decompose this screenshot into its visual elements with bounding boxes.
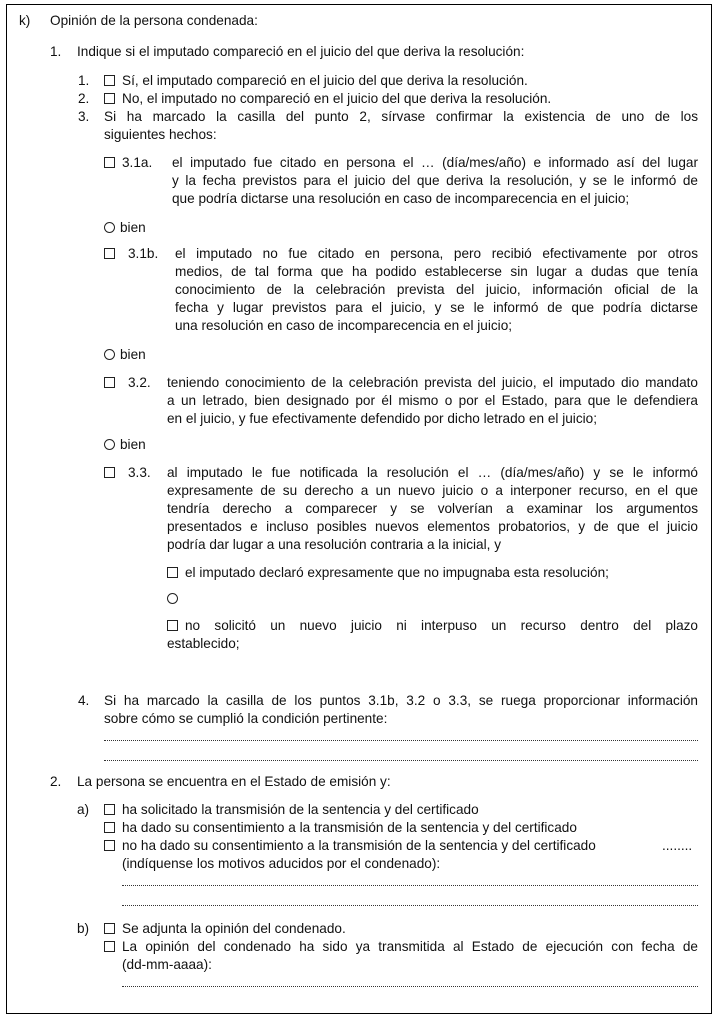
section-letter: k) xyxy=(19,13,31,28)
fact-3-1a-line2: y la fecha previstos para el juicio del que deriva la resolución, y se le informó de xyxy=(172,173,698,188)
q1-option1-number: 1. xyxy=(78,73,90,88)
checkbox[interactable] xyxy=(104,157,115,168)
q2-text: La persona se encuentra en el Estado de emisión y: xyxy=(77,774,391,789)
fact-3-2-label: 3.2. xyxy=(128,375,151,390)
fact-3-3-line1: al imputado le fue notificada la resolución el … (día/mes/año) y se le informó xyxy=(167,465,698,480)
q1-option2[interactable] xyxy=(104,90,551,107)
circle-icon xyxy=(104,222,115,233)
fact-3-3-line2: expresamente de su derecho a un nuevo juicio o a interponer recurso, en el que xyxy=(167,483,698,498)
checkbox[interactable] xyxy=(104,923,115,934)
q2-a-label: a) xyxy=(77,802,90,817)
fact-3-2-line3: en el juicio, y fue efectivamente defendido por dicho letrado en el juicio; xyxy=(167,411,597,426)
section-title: Opinión de la persona condenada: xyxy=(50,13,258,28)
q1-option3-number: 3. xyxy=(78,109,90,124)
q2-b-option2-line2: (dd-mm-aaaa): xyxy=(122,957,212,972)
fact-3-3-sub2[interactable] xyxy=(167,617,698,634)
q1-option4-line1: Si ha marcado la casilla de los puntos 3.1b, 3.2 o 3.3, se ruega proporcionar información xyxy=(104,693,698,708)
q1-option1[interactable] xyxy=(104,72,528,89)
or-bien-3: bien xyxy=(104,436,146,453)
fact-3-3-line3: tendría derecho a comparecer y se volverían a examinar los argumentos xyxy=(167,501,698,516)
fact-3-2-line1: teniendo conocimiento de la celebración prevista del juicio, el imputado dio mandato xyxy=(167,375,698,390)
checkbox[interactable] xyxy=(104,93,115,104)
fact-3-1a-line1: el imputado fue citado en persona el … (día/mes/año) e informado así del lugar xyxy=(172,155,698,170)
q2-b-option1[interactable]: Se adjunta la opinión del condenado. xyxy=(104,920,346,937)
fact-3-3-line4: presentados e incluso posibles nuevos elementos probatorios, y de que el juicio xyxy=(167,519,698,534)
checkbox[interactable] xyxy=(104,822,115,833)
answer-line-2[interactable] xyxy=(104,760,698,761)
fact-3-3-sub1[interactable] xyxy=(167,564,609,581)
circle-icon xyxy=(167,593,178,604)
fact-3-3-line5: podría dar lugar a una resolución contraria a la inicial, y xyxy=(167,537,501,552)
fact-3-1a-line3: que podría dictarse una resolución en caso de incomparecencia en el juicio; xyxy=(172,191,630,206)
date-line[interactable] xyxy=(122,986,698,987)
q2-number: 2. xyxy=(50,774,62,789)
q1-option1-label: Sí, el imputado compareció en el juicio del que deriva la resolución. xyxy=(122,73,528,88)
q1-number: 1. xyxy=(50,44,62,59)
checkbox[interactable] xyxy=(104,248,115,259)
checkbox[interactable] xyxy=(104,467,115,478)
reasons-line-1[interactable] xyxy=(122,885,698,886)
fact-3-3-sub2-label: no solicitó un nuevo juicio ni interpuso un recurso dentro del plazo xyxy=(185,618,698,633)
or-bien-2: bien xyxy=(104,346,146,363)
q2-a-option3[interactable]: no ha dado su consentimiento a la transmisión de la sentencia y del certificado xyxy=(104,837,596,854)
fact-3-1a-label: 3.1a. xyxy=(122,155,153,170)
fact-3-2-checkbox-row[interactable] xyxy=(104,374,151,391)
checkbox[interactable] xyxy=(104,941,115,952)
q2-a-option2[interactable]: ha dado su consentimiento a la transmisión de la sentencia y del certificado xyxy=(104,819,577,836)
fact-3-1b-line5: una resolución en caso de incomparecencia en el juicio; xyxy=(175,318,513,333)
fact-3-3-sub2-line2: establecido; xyxy=(167,636,240,651)
fact-3-1a-checkbox-row[interactable] xyxy=(104,154,152,171)
checkbox[interactable] xyxy=(167,620,178,631)
q1-option4-number: 4. xyxy=(78,693,90,708)
q2-a-option3-line2: (indíquense los motivos aducidos por el condenado): xyxy=(122,856,441,871)
q1-option3-line2: siguientes hechos: xyxy=(104,127,217,142)
q2-a-option3-dots: ........ xyxy=(662,838,693,853)
checkbox[interactable] xyxy=(104,840,115,851)
checkbox[interactable] xyxy=(104,75,115,86)
answer-line-1[interactable] xyxy=(104,740,698,741)
fact-3-3-label: 3.3. xyxy=(128,465,151,480)
fact-3-1b-line2: medios, de tal forma que ha podido establecerse sin lugar a dudas que tenía xyxy=(175,264,698,279)
q1-text: Indique si el imputado compareció en el juicio del que deriva la resolución: xyxy=(77,44,525,59)
circle-icon xyxy=(104,439,115,450)
reasons-line-2[interactable] xyxy=(122,905,698,906)
checkbox[interactable] xyxy=(104,377,115,388)
checkbox[interactable] xyxy=(104,804,115,815)
fact-3-3-checkbox-row[interactable] xyxy=(104,464,151,481)
q1-option4-line2: sobre cómo se cumplió la condición pertinente: xyxy=(104,711,388,726)
or-circle xyxy=(167,590,183,607)
fact-3-1b-label: 3.1b. xyxy=(128,246,159,261)
checkbox[interactable] xyxy=(167,567,178,578)
q2-b-option2[interactable]: La opinión del condenado ha sido ya transmitida al Estado de ejecución con fecha de xyxy=(104,938,698,955)
q2-a-option1[interactable]: ha solicitado la transmisión de la sentencia y del certificado xyxy=(104,801,479,818)
or-bien-1: bien xyxy=(104,219,146,236)
circle-icon xyxy=(104,349,115,360)
fact-3-3-sub1-label: el imputado declaró expresamente que no impugnaba esta resolución; xyxy=(185,565,609,580)
q1-option2-label: No, el imputado no compareció en el juicio del que deriva la resolución. xyxy=(122,91,552,106)
q1-option3-line1: Si ha marcado la casilla del punto 2, sírvase confirmar la existencia de uno de los xyxy=(104,109,698,124)
fact-3-1b-line1: el imputado no fue citado en persona, pero recibió efectivamente por otros xyxy=(175,246,698,261)
fact-3-1b-line4: fecha y lugar previstos para el juicio, y se le informó de que podría dictarse xyxy=(175,300,698,315)
fact-3-2-line2: a un letrado, bien designado por él mismo o por el Estado, para que le defendiera xyxy=(167,393,698,408)
fact-3-1b-line3: conocimiento de la celebración prevista del juicio, información oficial de la xyxy=(175,282,698,297)
q1-option2-number: 2. xyxy=(78,91,90,106)
fact-3-1b-checkbox-row[interactable] xyxy=(104,245,158,262)
q2-b-label: b) xyxy=(77,921,90,936)
